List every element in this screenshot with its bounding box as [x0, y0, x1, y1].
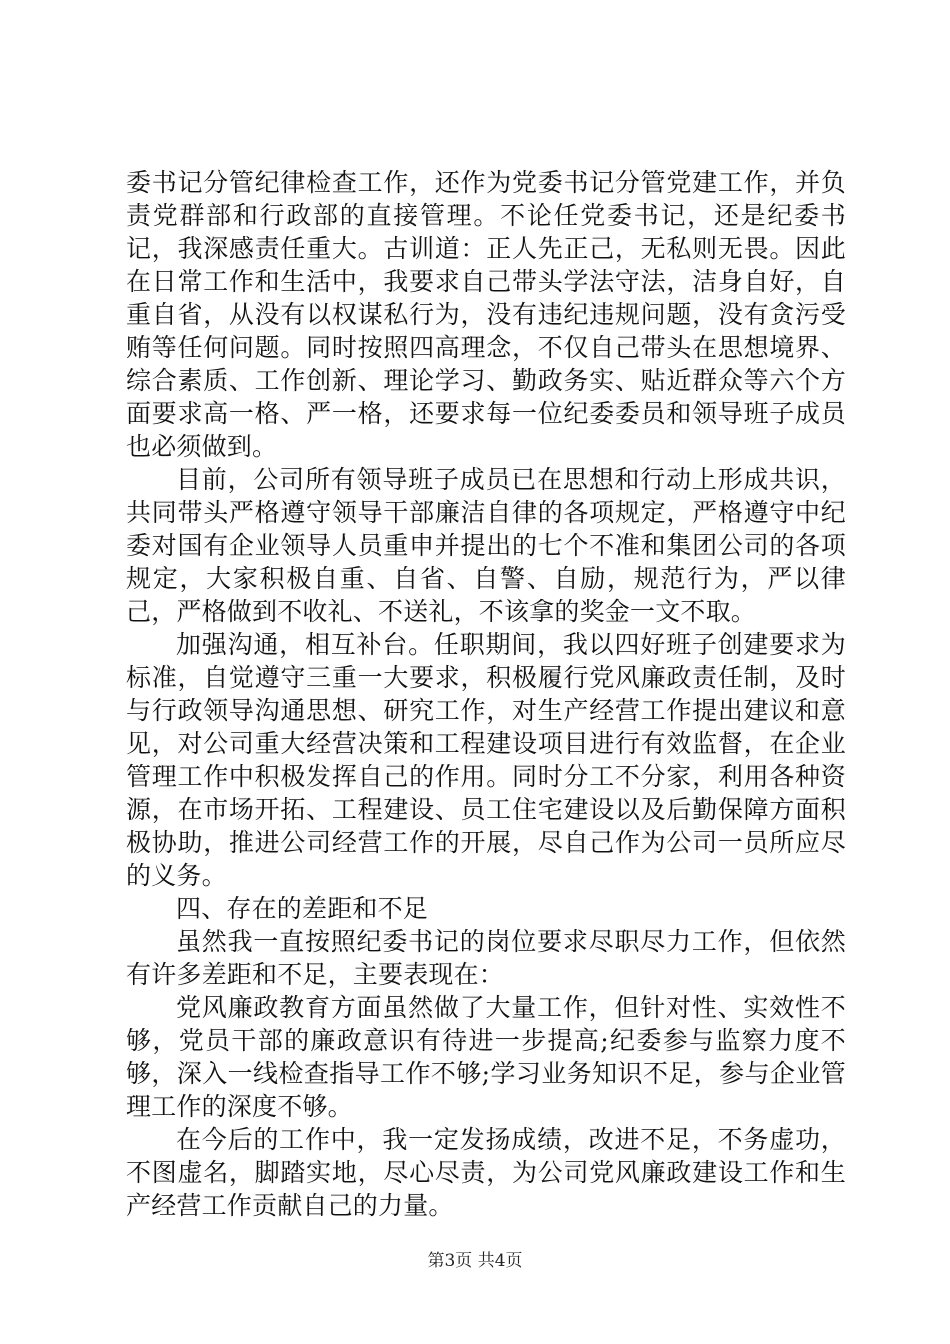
paragraph: 在今后的工作中，我一定发扬成绩，改进不足，不务虚功，不图虚名，脚踏实地，尽心尽责，为公司党风廉政建设工作和生产经营工作贡献自己的力量。	[126, 1125, 846, 1220]
section-heading: 四、存在的差距和不足	[176, 894, 429, 923]
paragraph: 目前，公司所有领导班子成员已在思想和行动上形成共识，共同带头严格遵守领导干部廉洁自律的各项规定，严格遵守中纪委对国有企业领导人员重申并提出的七个不准和集团公司的各项规定，大家积极自重、自省、自警、自励，规范行为，严以律己，严格做到不收礼、不送礼，不该拿的奖金一文不取。	[126, 465, 846, 626]
paragraph: 虽然我一直按照纪委书记的岗位要求尽职尽力工作，但依然有许多差距和不足，主要表现在：	[126, 927, 846, 989]
paragraph: 加强沟通，相互补台。任职期间，我以四好班子创建要求为标准，自觉遵守三重一大要求，积极履行党风廉政责任制，及时与行政领导沟通思想、研究工作，对生产经营工作提出建议和意见，对公司重大经营决策和工程建设项目进行有效监督，在企业管理工作中积极发挥自己的作用。同时分工不分家，利用各种资源，在市场开拓、工程建设、员工住宅建设以及后勤保障方面积极协助，推进公司经营工作的开展，尽自己作为公司一员所应尽的义务。	[126, 630, 846, 890]
page-number-footer: 第3页 共4页	[427, 1251, 523, 1271]
paragraph-continuation: 委书记分管纪律检查工作，还作为党委书记分管党建工作，并负责党群部和行政部的直接管理。不论任党委书记，还是纪委书记，我深感责任重大。古训道：正人先正己，无私则无畏。因此在日常工作和生活中，我要求自己带头学法守法，洁身自好，自重自省，从没有以权谋私行为，没有违纪违规问题，没有贪污受贿等任何问题。同时按照四高理念，不仅自己带头在思想境界、综合素质、工作创新、理论学习、勤政务实、贴近群众等六个方面要求高一格、严一格，还要求每一位纪委委员和领导班子成员也必须做到。	[126, 168, 846, 461]
paragraph: 党风廉政教育方面虽然做了大量工作，但针对性、实效性不够，党员干部的廉政意识有待进一步提高;纪委参与监察力度不够，深入一线检查指导工作不够;学习业务知识不足，参与企业管理工作的深度不够。	[126, 993, 846, 1121]
document-body	[126, 166, 846, 1222]
